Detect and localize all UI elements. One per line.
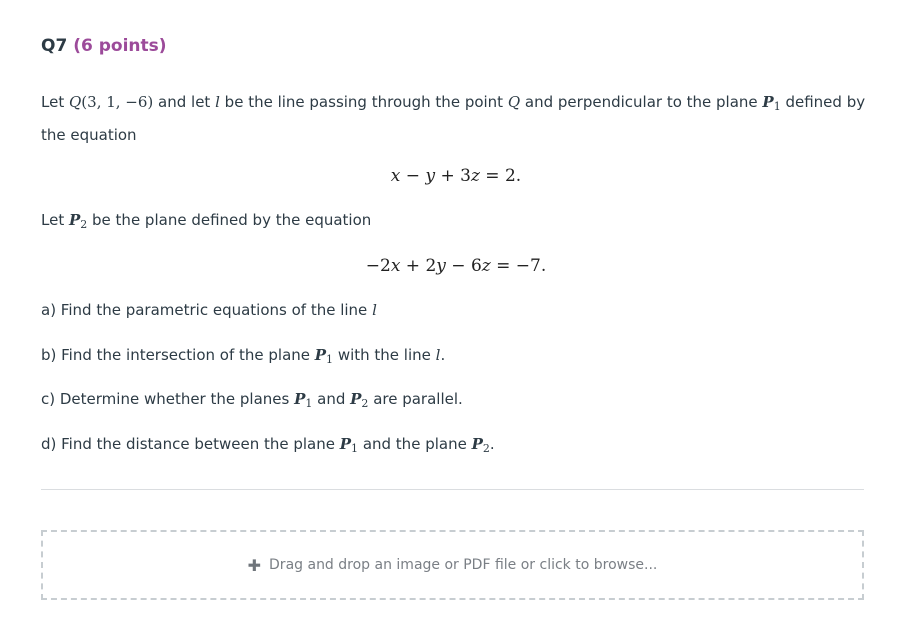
part-b-text-2: with the line	[333, 346, 436, 364]
math-P1: P	[339, 435, 352, 453]
math-P1: P	[762, 93, 774, 111]
math-Q-coords: (3, 1, −6)	[81, 93, 154, 111]
plane2-intro	[41, 206, 371, 239]
eq-rhs: = 2.	[479, 166, 522, 186]
intro-text-4: and perpendicular to the plane	[520, 93, 763, 111]
eq-op: −	[400, 166, 426, 186]
punct: .	[489, 435, 495, 453]
equation-plane-1	[0, 166, 912, 186]
plane2-text-2: be the plane defined by the equation	[87, 211, 372, 229]
eq-op: + 3	[435, 166, 471, 186]
math-subscript: 2	[80, 218, 88, 231]
var-z: z	[470, 166, 480, 186]
eq-coef: − 6	[445, 256, 482, 276]
part-c-text-2: and	[312, 390, 351, 408]
part-c	[41, 385, 463, 418]
part-b	[41, 341, 445, 374]
math-l: l	[435, 346, 441, 364]
math-Q: Q	[68, 93, 82, 111]
eq-coef: + 2	[400, 256, 437, 276]
part-d-text-2: and the plane	[358, 435, 472, 453]
intro-text-2: and let	[153, 93, 216, 111]
eq-rhs: = −7.	[490, 256, 547, 276]
part-d-text-1: d) Find the distance between the plane	[41, 435, 340, 453]
equation-plane-2	[0, 256, 912, 276]
intro-text-1: Let	[41, 93, 69, 111]
var-y: y	[425, 166, 436, 186]
part-c-text-3: are parallel.	[368, 390, 463, 408]
math-P2: P	[68, 211, 81, 229]
plus-icon: ✚	[247, 555, 262, 575]
question-points: (6 points)	[73, 36, 167, 56]
intro-text-5: defined by the equation	[41, 93, 866, 144]
part-a	[41, 296, 377, 325]
part-b-text-1: b) Find the intersection of the plane	[41, 346, 315, 364]
math-Q: Q	[507, 93, 521, 111]
section-divider	[41, 489, 864, 490]
math-subscript: 1	[351, 442, 359, 455]
math-l: l	[372, 301, 377, 319]
part-c-text-1: c) Determine whether the planes	[41, 390, 295, 408]
question-intro	[41, 88, 871, 150]
punct: .	[440, 346, 446, 364]
question-title	[41, 36, 167, 56]
math-P1: P	[294, 390, 306, 408]
math-P2: P	[350, 390, 362, 408]
intro-text-3: be the line passing through the point	[219, 93, 508, 111]
question-number: Q7	[41, 36, 68, 56]
var-x: x	[390, 166, 401, 186]
plane2-text-1: Let	[41, 211, 69, 229]
math-subscript: 1	[326, 353, 334, 366]
part-a-text: a) Find the parametric equations of the line	[41, 301, 373, 319]
var-x: x	[390, 256, 401, 276]
math-subscript: 2	[361, 397, 369, 410]
file-upload-dropzone[interactable]	[41, 530, 864, 600]
var-z: z	[481, 256, 491, 276]
eq-coef: −2	[365, 256, 391, 276]
math-P2: P	[471, 435, 483, 453]
var-y: y	[436, 256, 446, 276]
math-subscript: 1	[773, 100, 781, 113]
math-P1: P	[314, 346, 327, 364]
math-subscript: 1	[305, 397, 313, 410]
math-subscript: 2	[482, 442, 490, 455]
upload-label: Drag and drop an image or PDF file or click to browse...	[269, 557, 658, 573]
math-l: l	[215, 93, 220, 111]
part-d	[41, 430, 495, 463]
